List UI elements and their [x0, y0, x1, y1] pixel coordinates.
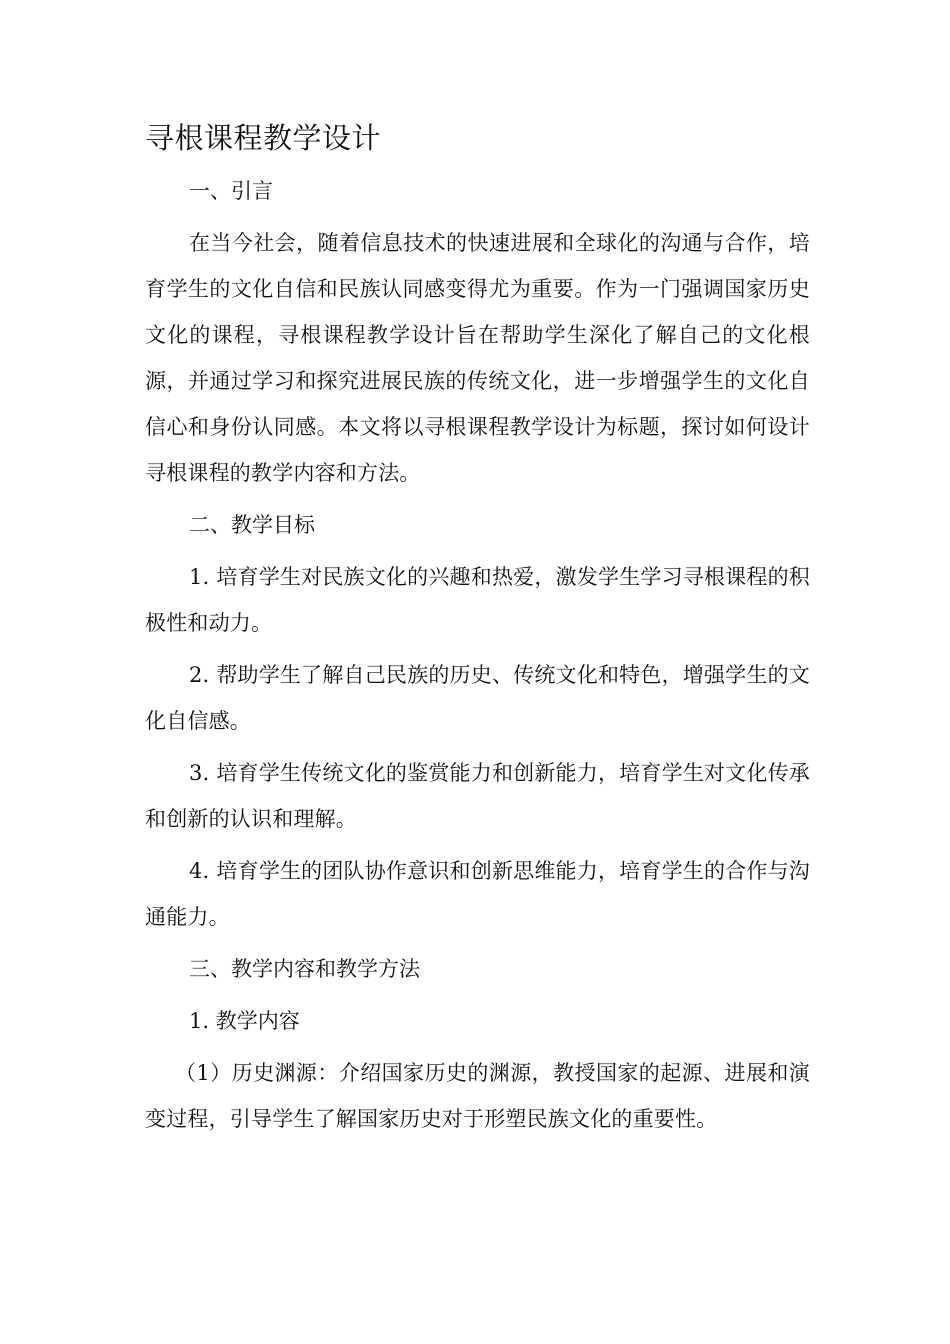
- goal-item-2: 2. 帮助学生了解自己民族的历史、传统文化和特色，增强学生的文化自信感。: [145, 663, 810, 733]
- content-item-1: （1）历史渊源：介绍国家历史的渊源，教授国家的起源、进展和演变过程，引导学生了解国家历史对于形塑民族文化的重要性。: [145, 1061, 810, 1131]
- subsection-heading-content: 1. 教学内容: [189, 1009, 300, 1033]
- document-body: [145, 118, 810, 1148]
- goal-item-4: 4. 培育学生的团队协作意识和创新思维能力，培育学生的合作与沟通能力。: [145, 859, 810, 929]
- section-heading-intro: 一、引言: [189, 179, 273, 203]
- section-heading-goals: 二、教学目标: [189, 513, 315, 537]
- intro-paragraph: 在当今社会，随着信息技术的快速进展和全球化的沟通与合作，培育学生的文化自信和民族认同感变得尤为重要。作为一门强调国家历史文化的课程，寻根课程教学设计旨在帮助学生深化了解自己的文化根源，并通过学习和探究进展民族的传统文化，进一步增强学生的文化自信心和身份认同感。本文将以寻根课程教学设计为标题，探讨如何设计寻根课程的教学内容和方法。: [145, 231, 810, 485]
- document-title: 寻根课程教学设计: [145, 121, 382, 155]
- goal-item-1: 1. 培育学生对民族文化的兴趣和热爱，激发学生学习寻根课程的积极性和动力。: [145, 565, 810, 635]
- section-heading-content: 三、教学内容和教学方法: [189, 957, 420, 981]
- goal-item-3: 3. 培育学生传统文化的鉴赏能力和创新能力，培育学生对文化传承和创新的认识和理解。: [145, 761, 810, 831]
